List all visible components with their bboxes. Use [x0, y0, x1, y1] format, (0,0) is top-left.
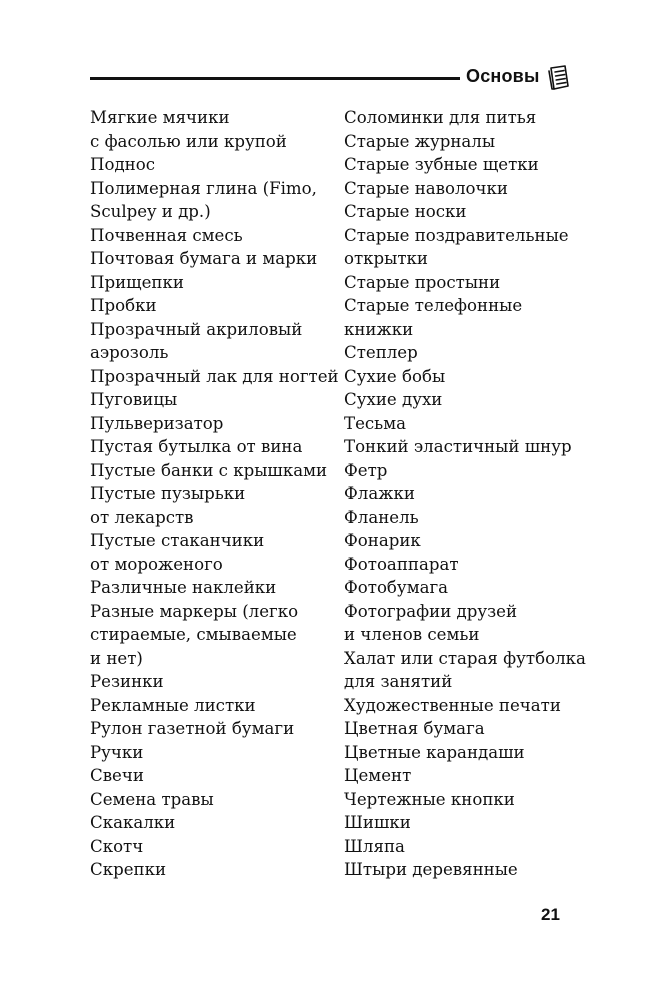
list-item: [344, 529, 584, 553]
list-item-text: Полимерная глина (Fimo,: [90, 178, 317, 198]
list-item: [344, 459, 584, 483]
list-item-text: Различные наклейки: [90, 578, 277, 597]
list-item-text: Старые зубные щетки: [344, 155, 539, 174]
list-item-text: Фотографии друзей: [344, 601, 518, 621]
list-item-continuation: и нет): [90, 648, 143, 668]
list-item: [90, 106, 330, 153]
list-item-text: Степлер: [344, 343, 418, 362]
list-item-text: Ручки: [90, 742, 144, 762]
list-item-text: Почвенная смесь: [90, 225, 243, 245]
list-item: [344, 811, 584, 835]
list-item-text: Цветная бумага: [344, 719, 485, 738]
list-item: [90, 717, 330, 741]
notepad-icon: [546, 64, 570, 92]
list-item: [90, 788, 330, 812]
list-item: [344, 106, 584, 130]
list-item-text: Штыри деревянные: [344, 860, 518, 879]
list-item: [344, 788, 584, 812]
list-item-text: Тонкий эластичный шнур: [344, 437, 572, 456]
list-item: [344, 130, 584, 154]
list-item-continuation: книжки: [344, 319, 414, 339]
list-item: [90, 764, 330, 788]
list-item: [90, 576, 330, 600]
list-item: [90, 247, 330, 271]
list-item: [90, 670, 330, 694]
list-item-text: Старые наволочки: [344, 178, 508, 198]
list-item: [90, 412, 330, 436]
list-item-continuation: от лекарств: [90, 507, 194, 527]
list-item: [90, 388, 330, 412]
list-item-text: Фланель: [344, 507, 419, 527]
list-item-text: Пульверизатор: [90, 413, 224, 433]
list-item: [344, 858, 584, 882]
list-item: [90, 459, 330, 483]
list-item-text: Халат или старая футболка: [344, 648, 586, 668]
list-item: [344, 482, 584, 506]
list-item: [90, 811, 330, 835]
list-item: [344, 412, 584, 436]
list-item: [344, 271, 584, 295]
list-item-text: Соломинки для питья: [344, 108, 537, 127]
list-item: [90, 435, 330, 459]
list-item-text: Фонарик: [344, 531, 421, 550]
list-item-text: Пустые банки с крышками: [90, 460, 328, 480]
list-item-text: Пустые пузырьки: [90, 484, 246, 503]
list-item: [344, 647, 584, 694]
list-item: [90, 482, 330, 529]
list-item-text: Пустые стаканчики: [90, 531, 265, 550]
list-item-continuation: Sculpey и др.): [90, 202, 211, 221]
list-item: [90, 600, 330, 671]
list-item-text: Почтовая бумага и марки: [90, 249, 318, 268]
list-item: [344, 294, 584, 341]
list-item-continuation: аэрозоль: [90, 343, 169, 362]
left-column-list: [90, 106, 339, 882]
list-item-continuation: от мороженого: [90, 554, 223, 574]
list-item-text: Пуговицы: [90, 390, 178, 409]
list-item-continuation: и членов семьи: [344, 625, 480, 644]
section-title: Основы: [466, 66, 540, 86]
list-item-text: Рекламные листки: [90, 695, 256, 715]
list-item: [90, 365, 339, 389]
list-item-text: Резинки: [90, 672, 164, 691]
list-item: [344, 224, 584, 271]
list-item-text: Цемент: [344, 766, 412, 785]
list-item-text: Флажки: [344, 484, 415, 503]
header-rule: [90, 77, 460, 80]
list-item: [90, 858, 330, 882]
list-item: [344, 694, 584, 718]
page-number: 21: [541, 905, 560, 924]
list-item: [344, 506, 584, 530]
list-item-text: Прозрачный лак для ногтей: [90, 366, 339, 386]
list-item: [90, 835, 330, 859]
list-item: [90, 294, 330, 318]
list-item-text: Чертежные кнопки: [344, 789, 515, 809]
list-item-text: Старые поздравительные: [344, 225, 569, 245]
list-item-text: Фотобумага: [344, 578, 449, 597]
list-item-continuation: стираемые, смываемые: [90, 625, 297, 644]
right-column-list: [344, 106, 584, 882]
list-item-continuation: с фасолью или крупой: [90, 131, 287, 151]
list-item: [344, 341, 584, 365]
list-item-text: Разные маркеры (легко: [90, 601, 299, 621]
list-item: [90, 318, 330, 365]
list-item: [344, 576, 584, 600]
list-item: [90, 741, 330, 765]
list-item: [344, 153, 584, 177]
list-item-text: Скотч: [90, 836, 144, 856]
list-item: [344, 177, 584, 201]
list-item: [344, 741, 584, 765]
list-item: [344, 200, 584, 224]
list-item-text: Старые простыни: [344, 272, 501, 292]
list-item-continuation: для занятий: [344, 672, 453, 691]
list-item-text: Шляпа: [344, 836, 405, 856]
list-item-text: Скрепки: [90, 860, 167, 879]
list-item-text: Старые носки: [344, 202, 467, 221]
list-item: [344, 835, 584, 859]
list-item: [344, 764, 584, 788]
list-item-text: Сухие бобы: [344, 366, 446, 386]
list-item: [90, 271, 330, 295]
list-item-continuation: открытки: [344, 249, 428, 268]
list-item: [344, 388, 584, 412]
list-item-text: Шишки: [344, 813, 411, 832]
list-item: [344, 365, 584, 389]
list-item-text: Старые журналы: [344, 131, 496, 151]
list-item-text: Сухие духи: [344, 390, 443, 409]
list-item: [344, 435, 584, 459]
list-item-text: Мягкие мячики: [90, 108, 230, 127]
list-item-text: Семена травы: [90, 789, 214, 809]
list-item-text: Пустая бутылка от вина: [90, 437, 303, 456]
list-item: [344, 553, 584, 577]
list-item: [344, 600, 584, 647]
list-item-text: Фотоаппарат: [344, 554, 459, 574]
list-item-text: Прозрачный акриловый: [90, 319, 303, 339]
list-item: [90, 153, 330, 177]
list-item-text: Цветные карандаши: [344, 742, 525, 762]
list-item-text: Фетр: [344, 460, 388, 480]
list-item-text: Рулон газетной бумаги: [90, 719, 295, 738]
list-item-text: Прищепки: [90, 272, 184, 292]
list-item: [90, 224, 330, 248]
list-item-text: Тесьма: [344, 413, 407, 433]
list-item-text: Старые телефонные: [344, 296, 523, 315]
list-item-text: Пробки: [90, 296, 157, 315]
list-item-text: Скакалки: [90, 813, 176, 832]
list-item: [90, 529, 330, 576]
list-item-text: Художественные печати: [344, 695, 561, 715]
list-item: [344, 717, 584, 741]
list-item: [90, 177, 330, 224]
list-item: [90, 694, 330, 718]
list-item-text: Свечи: [90, 766, 144, 785]
list-item-text: Поднос: [90, 155, 156, 174]
